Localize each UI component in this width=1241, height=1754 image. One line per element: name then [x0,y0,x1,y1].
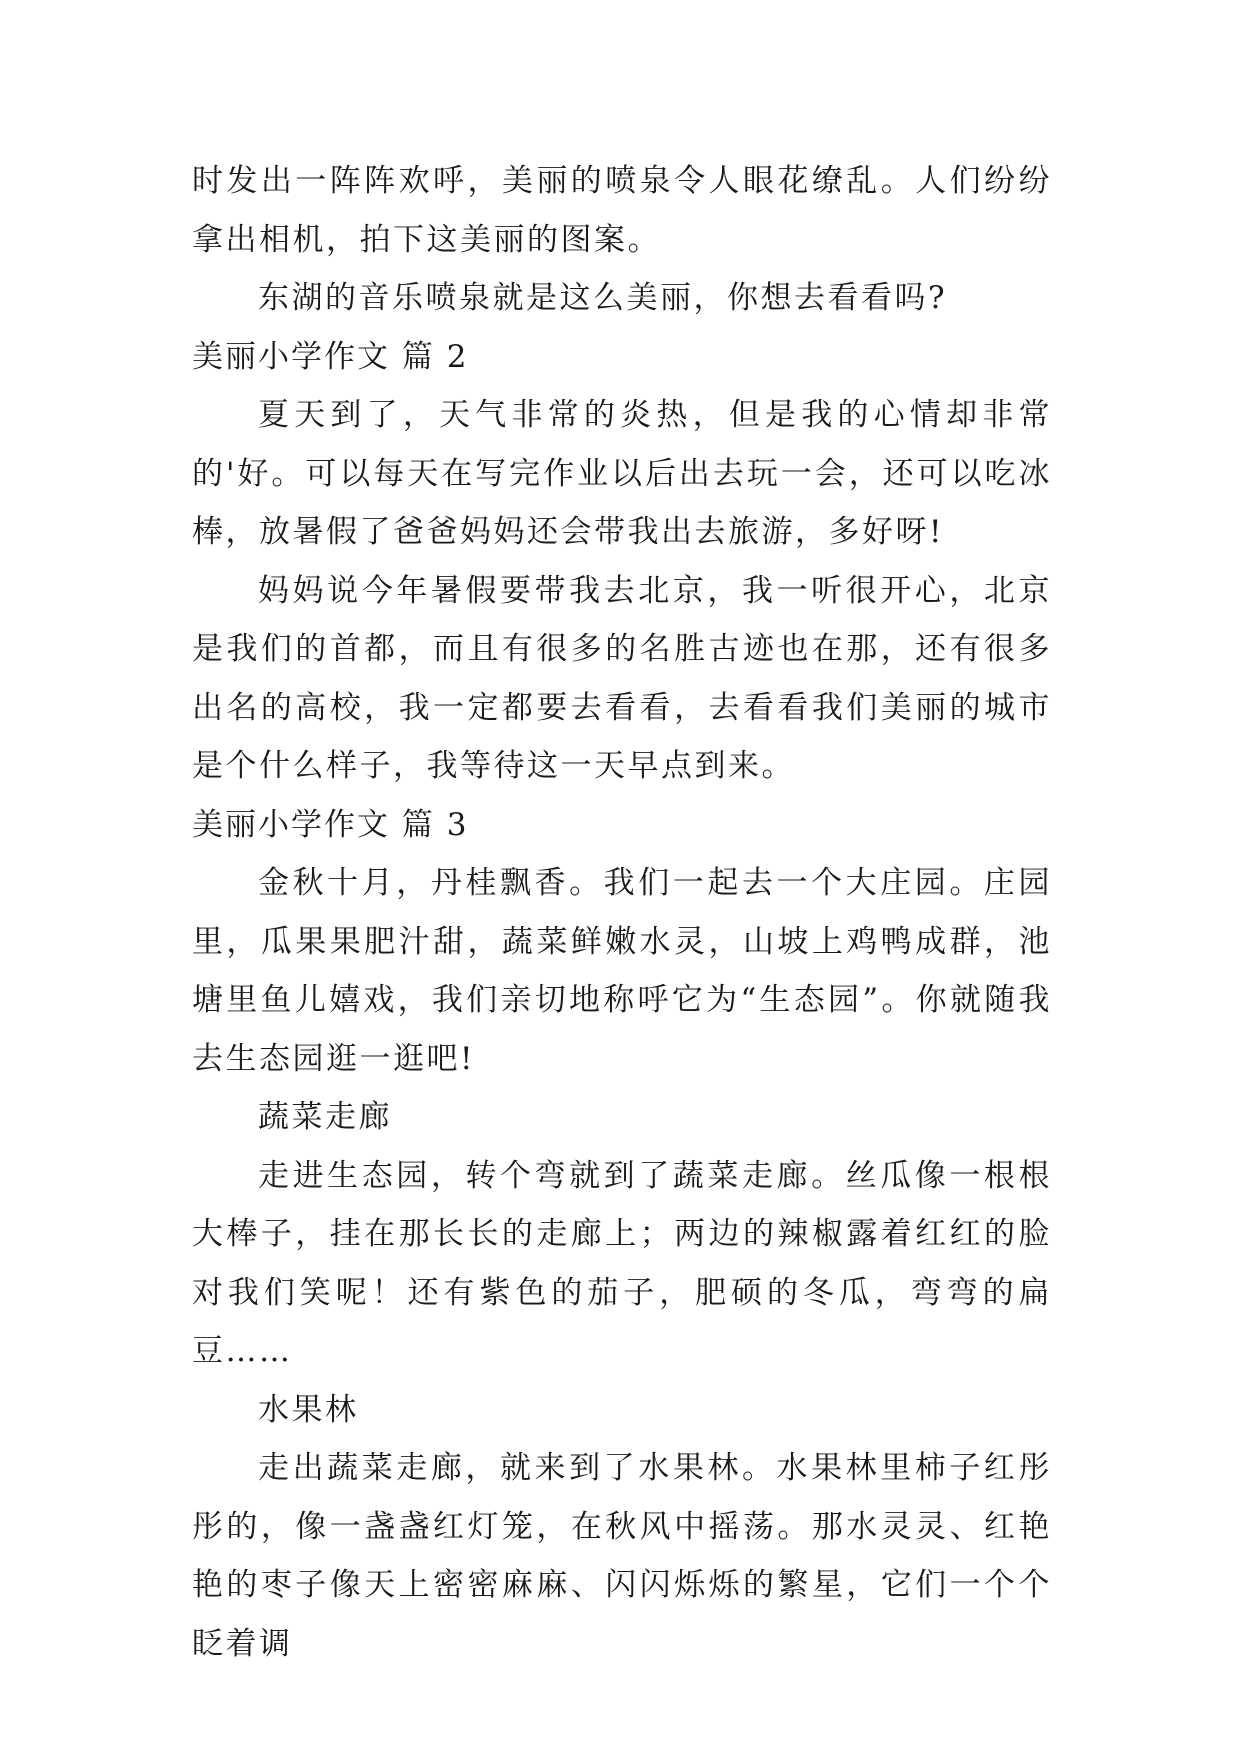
paragraph-fruit-grove: 走出蔬菜走廊，就来到了水果林。水果林里柿子红彤彤的，像一盏盏红灯笼，在秋风中摇荡。那水灵灵、红艳艳的枣子像天上密密麻麻、闪闪烁烁的繁星，它们一个个眨着调 [192,1450,1052,1662]
subheading-vegetable-corridor: 蔬菜走廊 [258,1099,392,1135]
document-body [192,152,1052,1673]
paragraph-summer: 夏天到了，天气非常的炎热，但是我的心情却非常的'好。可以每天在写完作业以后出去玩一会，还可以吃冰棒，放暑假了爸爸妈妈还会带我出去旅游，多好呀! [192,397,1052,550]
paragraph-fountain-question: 东湖的音乐喷泉就是这么美丽，你想去看看吗? [258,280,948,316]
essay-heading-2: 美丽小学作文 篇 2 [192,338,469,375]
essay-heading-3: 美丽小学作文 篇 3 [192,806,469,843]
paragraph-autumn-estate: 金秋十月，丹桂飘香。我们一起去一个大庄园。庄园里，瓜果果肥汁甜，蔬菜鲜嫩水灵，山坡上鸡鸭成群，池塘里鱼儿嬉戏，我们亲切地称呼它为“生态园”。你就随我去生态园逛一逛吧! [192,865,1052,1077]
paragraph-vegetable-corridor: 走进生态园，转个弯就到了蔬菜走廊。丝瓜像一根根大棒子，挂在那长长的走廊上；两边的辣椒露着红红的脸对我们笑呢！还有紫色的茄子，肥硕的冬瓜，弯弯的扁豆…… [192,1157,1052,1369]
paragraph-beijing: 妈妈说今年暑假要带我去北京，我一听很开心，北京是我们的首都，而且有很多的名胜古迹也在那，还有很多出名的高校，我一定都要去看看，去看看我们美丽的城市是个什么样子，我等待这一天早点到来。 [192,572,1052,784]
paragraph-fountain-continued: 时发出一阵阵欢呼，美丽的喷泉令人眼花缭乱。人们纷纷拿出相机，拍下这美丽的图案。 [192,163,1052,258]
subheading-fruit-grove: 水果林 [258,1391,359,1428]
